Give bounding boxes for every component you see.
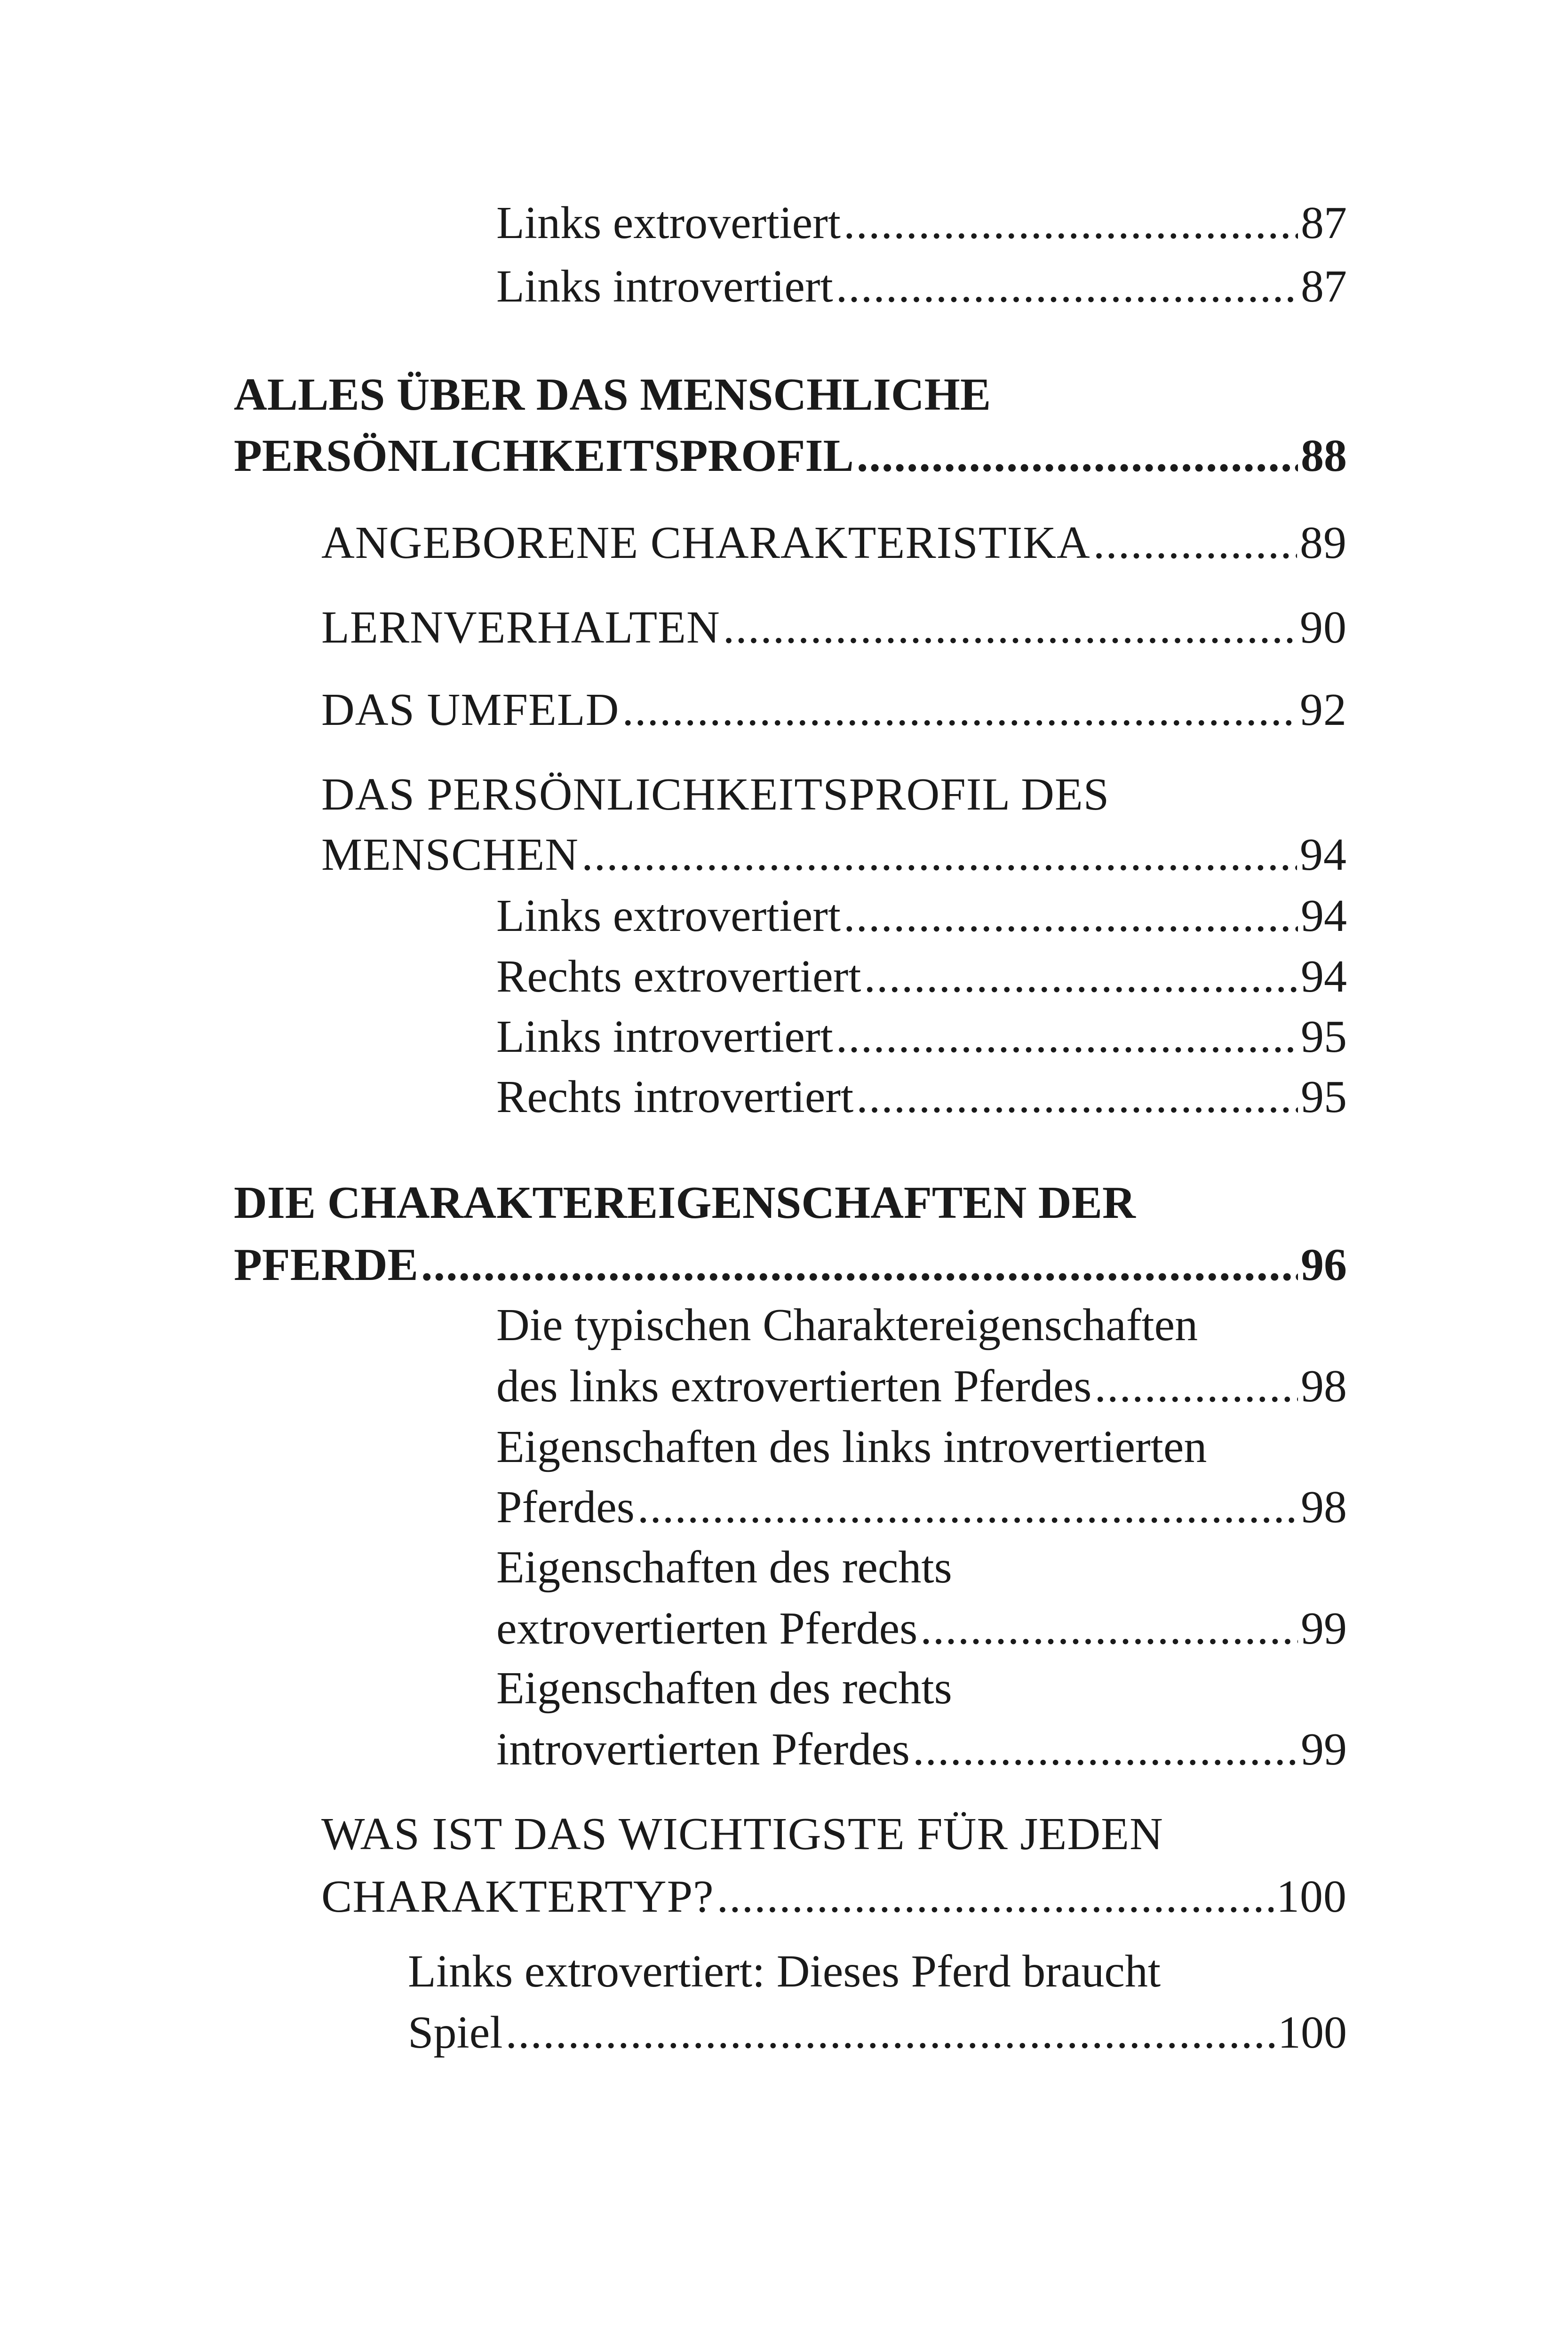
toc-leader-dots [836, 1014, 1298, 1060]
toc-leader-dots [856, 1074, 1298, 1120]
toc-page-number: 100 [1278, 2007, 1347, 2058]
toc-page-number: 89 [1300, 517, 1347, 568]
toc-page-number: 94 [1301, 890, 1347, 941]
toc-chapter-title-line: DIE CHARAKTEREIGENSCHAFTEN DER [234, 1177, 1136, 1228]
toc-entry-links-introvertiert-95 [496, 1011, 1347, 1062]
toc-leader-dots [1093, 520, 1297, 566]
toc-entry-title: MENSCHEN [321, 829, 579, 880]
toc-entry-title: LERNVERHALTEN [321, 602, 720, 653]
toc-entry-title: PERSÖNLICHKEITSPROFIL [234, 430, 854, 481]
toc-entry-links-extrovertiert-87 [496, 200, 1347, 246]
toc-leader-dots [857, 433, 1298, 479]
toc-entry-links-extrovertierten-pferdes-98 [496, 1361, 1347, 1412]
toc-section-charaktertyp-100 [321, 1871, 1347, 1922]
toc-section-title-line: WAS IST DAS WICHTIGSTE FÜR JEDEN [321, 1809, 1163, 1859]
toc-page-number: 95 [1301, 1011, 1347, 1062]
toc-leader-dots [622, 687, 1297, 733]
toc-leader-dots [920, 1605, 1298, 1652]
toc-leader-dots [844, 200, 1298, 246]
toc-page-number: 100 [1276, 1871, 1347, 1922]
toc-leader-dots [421, 1242, 1298, 1288]
toc-leader-dots [581, 832, 1297, 878]
toc-page-number: 94 [1300, 829, 1347, 880]
toc-page-number: 87 [1301, 261, 1347, 312]
toc-entry-title: Links introvertiert [496, 1011, 833, 1062]
toc-leader-dots [913, 1726, 1298, 1772]
toc-section-title-line: DAS PERSÖNLICHKEITSPROFIL DES [321, 769, 1110, 820]
toc-entry-title: introvertierten Pferdes [496, 1724, 910, 1775]
toc-page-number: 99 [1301, 1724, 1347, 1775]
toc-chapter-title-line: ALLES ÜBER DAS MENSCHLICHE [234, 369, 991, 420]
toc-entry-rechts-extrovertierten-pferdes-99 [496, 1605, 1347, 1652]
toc-leader-dots [1094, 1363, 1298, 1409]
toc-page-number: 99 [1301, 1603, 1347, 1654]
toc-entry-title: extrovertierten Pferdes [496, 1603, 918, 1654]
toc-entry-title: ANGEBORENE CHARAKTERISTIKA [321, 517, 1090, 568]
toc-section-menschen-94 [321, 829, 1347, 880]
toc-leader-dots [844, 893, 1298, 939]
toc-entry-rechts-introvertiert-95 [496, 1074, 1347, 1120]
toc-entry-title-line: Eigenschaften des rechts [496, 1663, 952, 1714]
toc-section-angeborene-charakteristika-89 [321, 517, 1347, 568]
toc-page-number: 95 [1301, 1072, 1347, 1122]
toc-entry-links-introvertierten-pferdes-98 [496, 1482, 1347, 1533]
toc-chapter-pferde-96 [234, 1242, 1347, 1288]
toc-entry-title: Links extrovertiert [496, 890, 841, 941]
toc-entry-title-line: Die typischen Charaktereigenschaften [496, 1300, 1198, 1351]
toc-page-number: 90 [1300, 602, 1347, 653]
toc-leader-dots [836, 263, 1298, 310]
toc-page-number: 87 [1301, 198, 1347, 248]
toc-leader-dots [637, 1484, 1298, 1530]
toc-section-lernverhalten-90 [321, 604, 1347, 651]
toc-entry-rechts-extrovertiert-94 [496, 953, 1347, 1000]
toc-page-number: 88 [1301, 430, 1347, 481]
toc-page-number: 98 [1301, 1361, 1347, 1412]
toc-entry-title-line: Links extrovertiert: Dieses Pferd braucht [408, 1946, 1161, 1997]
toc-entry-title: des links extrovertierten Pferdes [496, 1361, 1092, 1412]
toc-entry-rechts-introvertierten-pferdes-99 [496, 1724, 1347, 1775]
toc-entry-title-line: Eigenschaften des rechts [496, 1542, 952, 1593]
toc-entry-title: Links extrovertiert [496, 198, 841, 248]
toc-page-number: 98 [1301, 1482, 1347, 1533]
toc-page-number: 96 [1301, 1240, 1347, 1290]
toc-entry-title: Links introvertiert [496, 261, 833, 312]
toc-entry-title: DAS UMFELD [321, 684, 620, 735]
toc-entry-title: PFERDE [234, 1240, 418, 1290]
toc-entry-links-extrovertiert-94 [496, 890, 1347, 941]
toc-entry-title: Spiel [408, 2007, 503, 2058]
toc-entry-title-line: Eigenschaften des links introvertierten [496, 1422, 1207, 1472]
toc-leader-dots [505, 2010, 1275, 2056]
toc-page-number: 94 [1301, 951, 1347, 1002]
toc-entry-links-introvertiert-87 [496, 263, 1347, 310]
toc-entry-spiel-100 [408, 2007, 1347, 2058]
toc-entry-title: CHARAKTERTYP? [321, 1871, 714, 1922]
toc-entry-title: Rechts extrovertiert [496, 951, 861, 1002]
toc-leader-dots [864, 953, 1298, 1000]
toc-leader-dots [717, 1874, 1274, 1920]
toc-section-das-umfeld-92 [321, 684, 1347, 735]
toc-leader-dots [723, 604, 1297, 651]
toc-entry-title: Pferdes [496, 1482, 635, 1533]
toc-page-number: 92 [1300, 684, 1347, 735]
toc-chapter-persoenlichkeitsprofil-88 [234, 430, 1347, 481]
toc-entry-title: Rechts introvertiert [496, 1072, 854, 1122]
